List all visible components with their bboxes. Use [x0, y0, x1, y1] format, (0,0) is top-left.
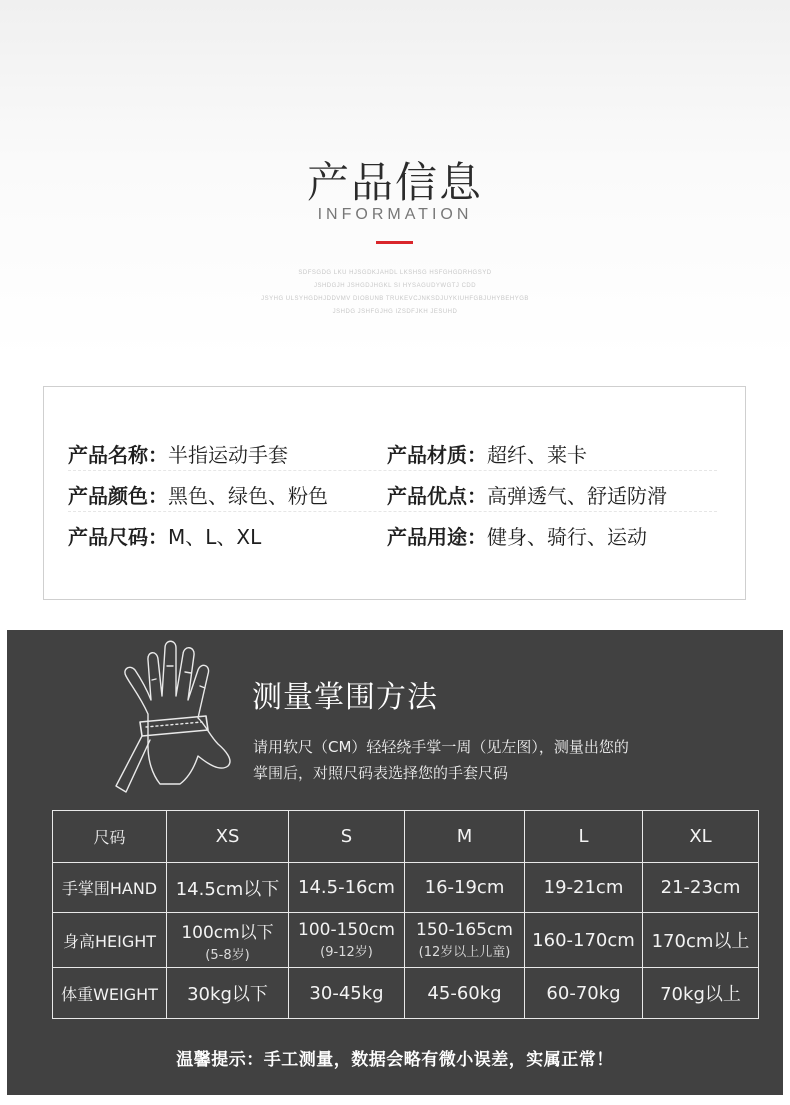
row-divider [68, 470, 717, 471]
info-value: 半指运动手套 [168, 443, 288, 467]
info-value: 超纤、莱卡 [487, 443, 587, 467]
info-material [387, 439, 587, 468]
hand-with-tape-icon [110, 636, 240, 801]
measurement-tip: 温馨提示：手工测量，数据会略有微小误差，实属正常！ [176, 1050, 614, 1070]
page-subtitle: INFORMATION [317, 206, 473, 223]
table-cell: 21-23cm [643, 863, 759, 913]
info-advantage [387, 480, 667, 509]
info-value: 健身、骑行、运动 [487, 525, 647, 549]
info-usage [387, 521, 647, 550]
header-cell: S [289, 811, 405, 863]
table-cell: 16-19cm [405, 863, 525, 913]
info-size [68, 521, 261, 550]
table-cell [405, 913, 525, 968]
table-cell: 19-21cm [525, 863, 643, 913]
cell-sub: (9-12岁) [320, 945, 373, 960]
cell-sub: (12岁以上儿童) [418, 945, 511, 960]
table-header-row [53, 811, 759, 863]
table-cell: 30-45kg [289, 968, 405, 1019]
info-label: 产品尺码： [68, 525, 168, 549]
table-cell: 160-170cm [525, 913, 643, 968]
info-label: 产品名称： [68, 443, 168, 467]
info-row [44, 431, 747, 471]
table-cell: 14.5-16cm [289, 863, 405, 913]
decorative-text: SDFSGDG LKU HJSGDKJAHDL LKSHSG HSFGHGDRHGSYD [298, 270, 492, 276]
table-cell: 70kg以上 [643, 968, 759, 1019]
row-divider [68, 511, 717, 512]
measure-title: 测量掌围方法 [252, 680, 438, 715]
info-label: 产品优点： [387, 484, 487, 508]
row-label: 体重WEIGHT [53, 968, 167, 1019]
info-row [44, 513, 747, 553]
table-cell: 45-60kg [405, 968, 525, 1019]
table-cell: 60-70kg [525, 968, 643, 1019]
table-cell [289, 913, 405, 968]
decorative-text: JSHDGJH JSHGDJHGKL SI HYSAGUDYWGTJ CDD [313, 283, 477, 289]
header-cell: XS [167, 811, 289, 863]
header-cell: 尺码 [53, 811, 167, 863]
title-underline [376, 241, 413, 244]
table-cell [167, 913, 289, 968]
cell-main: 100-150cm [298, 920, 395, 940]
measure-desc-line: 请用软尺（CM）轻轻绕手掌一周（见左图），测量出您的 [253, 738, 629, 756]
info-value: M、L、XL [168, 525, 262, 549]
info-color [68, 480, 328, 509]
info-value: 黑色、绿色、粉色 [168, 484, 328, 508]
decorative-text: JSYHG ULSYHGDHJDDVMV DIOBUNB TRUKEVCJNKSDJUYKIUHFGBJUHYBEHYGB [261, 296, 529, 302]
info-value: 高弹透气、舒适防滑 [487, 484, 667, 508]
header-cell: L [525, 811, 643, 863]
measure-desc-line: 掌围后，对照尺码表选择您的手套尺码 [253, 764, 509, 782]
page-title: 产品信息 [306, 158, 483, 207]
row-label: 身高HEIGHT [53, 913, 167, 968]
info-row [44, 472, 747, 512]
info-label: 产品颜色： [68, 484, 168, 508]
info-label: 产品用途： [387, 525, 487, 549]
cell-main: 100cm以下 [181, 922, 274, 943]
table-row [53, 968, 759, 1019]
table-row [53, 863, 759, 913]
info-label: 产品材质： [387, 443, 487, 467]
measure-description [253, 734, 723, 786]
decorative-text: JSHDG JSHFGJHG IZSDFJKH JESUHD [332, 309, 458, 315]
info-name [68, 439, 288, 468]
table-cell: 170cm以上 [643, 913, 759, 968]
cell-main: 150-165cm [416, 920, 513, 940]
header-cell: M [405, 811, 525, 863]
table-cell: 14.5cm以下 [167, 863, 289, 913]
table-cell: 30kg以下 [167, 968, 289, 1019]
header-cell: XL [643, 811, 759, 863]
cell-sub: (5-8岁) [205, 947, 250, 963]
product-info-box [43, 386, 746, 600]
table-row [53, 913, 759, 968]
row-label: 手掌围HAND [53, 863, 167, 913]
size-chart-table [52, 810, 759, 1019]
